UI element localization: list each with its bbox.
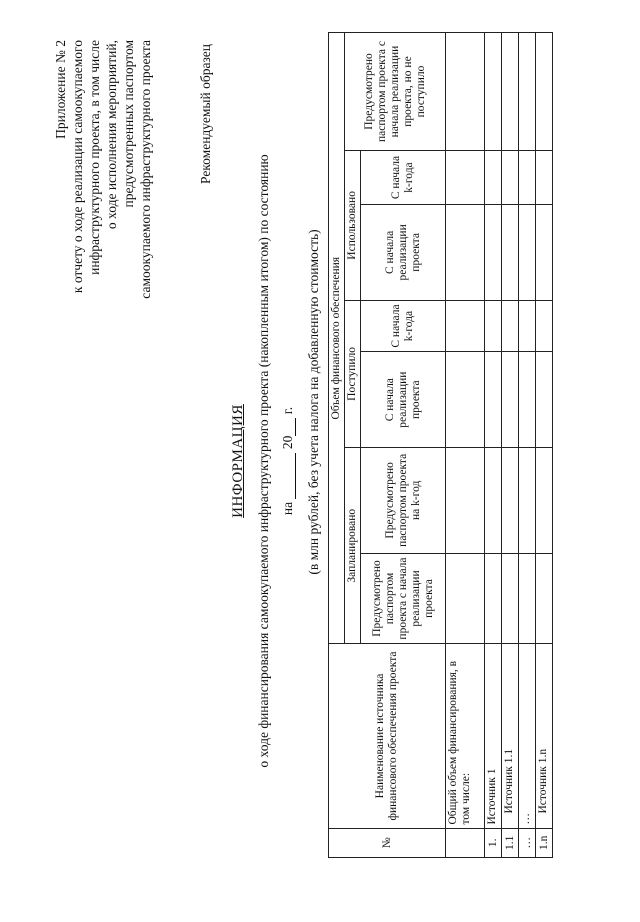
table-cell (519, 33, 536, 151)
table-cell (446, 33, 485, 151)
table-cell (446, 300, 485, 352)
row-source-name: Источник 1.1 (502, 644, 519, 828)
col-planned-since-start: Предусмотрено паспортом проекта с начала реализации проекта (361, 553, 446, 644)
table-row (502, 33, 519, 858)
table-row (519, 33, 536, 858)
col-used-since-k: С начала k-года (361, 151, 446, 205)
appendix-line: самоокупаемого инфраструктурного проекта (138, 40, 153, 299)
col-received-since-start: С начала реализации проекта (361, 352, 446, 448)
day-month-blank (281, 453, 296, 499)
appendix-line: о ходе исполнения мероприятий, (104, 40, 119, 230)
financing-table (328, 32, 553, 858)
date-line (280, 0, 296, 922)
col-received-header: Поступило (345, 300, 361, 447)
table-cell (446, 205, 485, 301)
table-cell (485, 33, 502, 151)
col-planned-header: Запланировано (345, 448, 361, 644)
appendix-line: Приложение № 2 (53, 40, 68, 139)
table-cell (502, 448, 519, 554)
col-received-since-k: С начала k-года (361, 300, 446, 352)
table-cell (519, 553, 536, 644)
table-cell (536, 352, 553, 448)
row-number (446, 828, 485, 857)
units-note: (в млн рублей, без учета налога на добавленную стоимость) (306, 229, 321, 575)
table-cell (519, 448, 536, 554)
table-cell (502, 352, 519, 448)
table-cell (446, 352, 485, 448)
table-cell (536, 448, 553, 554)
col-used-since-start: С начала реализации проекта (361, 205, 446, 301)
table-cell (536, 33, 553, 151)
row-source-name: Общий объем финансирования, в том числе: (446, 644, 485, 828)
table-cell (485, 448, 502, 554)
col-not-received-header: Предусмотрено паспортом проекта с начала реализации проекта, но не поступило (345, 33, 446, 151)
table-cell (502, 300, 519, 352)
table-cell (519, 352, 536, 448)
year-blank (281, 418, 296, 436)
table-cell (502, 205, 519, 301)
sample-label: Рекомендуемый образец (198, 44, 213, 185)
table-cell (485, 300, 502, 352)
table-cell (536, 205, 553, 301)
table-cell (502, 151, 519, 205)
table-cell (446, 151, 485, 205)
appendix-line: предусмотренных паспортом (121, 40, 136, 208)
table-row (446, 33, 485, 858)
table-cell (446, 448, 485, 554)
appendix-block (52, 40, 154, 370)
table-row (485, 33, 502, 858)
col-volume-header: Объем финансового обеспечения (329, 33, 345, 644)
row-number: … (519, 828, 536, 857)
table-cell (485, 352, 502, 448)
table-cell (502, 33, 519, 151)
table-cell (446, 553, 485, 644)
date-prefix: на (280, 501, 295, 516)
table-cell (502, 553, 519, 644)
date-year: 20 (280, 435, 295, 450)
col-source-header: Наименование источника финансового обеспечения проекта (329, 644, 446, 828)
table-cell (485, 553, 502, 644)
col-used-header: Использовано (345, 151, 361, 301)
appendix-line: инфраструктурного проекта, в том числе (87, 40, 102, 275)
row-number: 1.n (536, 828, 553, 857)
header-row (329, 33, 345, 858)
row-source-name: Источник 1.n (536, 644, 553, 828)
document-heading: ИНФОРМАЦИЯ (230, 404, 246, 518)
row-number: 1. (485, 828, 502, 857)
table-cell (519, 300, 536, 352)
col-number-header: № (329, 828, 446, 857)
document-subtitle: о ходе финансирования самоокупаемого инфраструктурного проекта (накопленным итогом) по состоянию (256, 154, 271, 768)
table-cell (485, 205, 502, 301)
date-suffix: г. (280, 406, 295, 415)
row-source-name: … (519, 644, 536, 828)
table-cell (519, 205, 536, 301)
table-cell (536, 300, 553, 352)
table-row (536, 33, 553, 858)
col-planned-year-k: Предусмотрено паспортом проекта на k-год (361, 448, 446, 554)
row-number: 1.1 (502, 828, 519, 857)
row-source-name: Источник 1 (485, 644, 502, 828)
appendix-line: к отчету о ходе реализации самоокупаемого (70, 40, 85, 294)
table-cell (485, 151, 502, 205)
table-cell (536, 151, 553, 205)
table-cell (519, 151, 536, 205)
table-cell (536, 553, 553, 644)
